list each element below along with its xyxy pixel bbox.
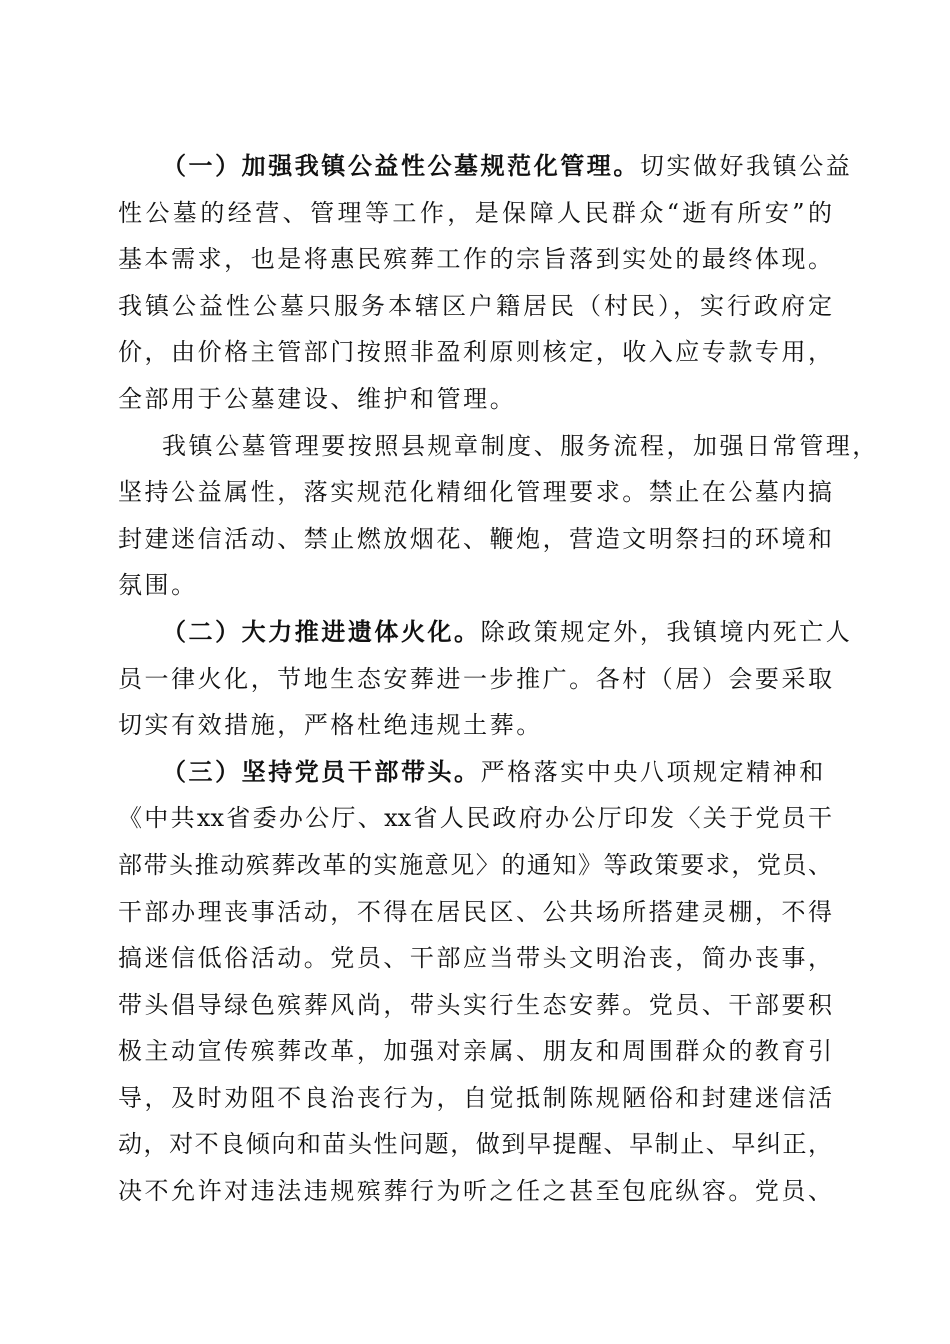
- paragraph-public-cemetery-management: [118, 143, 853, 423]
- paragraph-line: 动，对不良倾向和苗头性问题，做到早提醒、早制止、早纠正，: [118, 1130, 832, 1159]
- paragraph-line: 价，由价格主管部门按照非盈利原则核定，收入应专款专用，: [118, 338, 832, 367]
- paragraph-text: 切实做好我镇公益: [639, 152, 853, 180]
- paragraph-line: 我镇公益性公墓只服务本辖区户籍居民（村民），实行政府定: [118, 291, 832, 320]
- section-heading: （一）加强我镇公益性公墓规范化管理。: [162, 151, 640, 180]
- section-heading: （二）大力推进遗体火化。: [162, 616, 481, 646]
- paragraph-line: 带头倡导绿色殡葬风尚，带头实行生态安葬。党员、干部要积: [118, 990, 832, 1019]
- paragraph-cremation: [118, 609, 853, 749]
- paragraph-line: 极主动宣传殡葬改革，加强对亲属、朋友和周围群众的教育引: [118, 1037, 832, 1066]
- paragraph-line: 基本需求，也是将惠民殡葬工作的宗旨落到实处的最终体现。: [118, 245, 832, 274]
- paragraph-line: 全部用于公墓建设、维护和管理。: [118, 384, 517, 413]
- paragraph-party-cadres-lead: [118, 749, 832, 1215]
- paragraph-line: 部带头推动殡葬改革的实施意见〉的通知》等政策要求，党员、: [118, 850, 832, 879]
- paragraph-line: 氛围。: [118, 571, 198, 600]
- paragraph-line: 搞迷信低俗活动。党员、干部应当带头文明治丧，简办丧事，: [118, 944, 832, 973]
- paragraph-line: 我镇公墓管理要按照县规章制度、服务流程，加强日常管理，: [162, 431, 879, 460]
- paragraph-line: [118, 749, 832, 796]
- paragraph-line: 《中共xx省委办公厅、xx省人民政府办公厅印发〈关于党员干: [118, 804, 832, 833]
- paragraph-cemetery-rules: [118, 423, 879, 609]
- paragraph-line: 导，及时劝阻不良治丧行为，自觉抵制陈规陋俗和封建迷信活: [118, 1083, 832, 1112]
- paragraph-line: 员一律火化，节地生态安葬进一步推广。各村（居）会要采取: [118, 664, 832, 693]
- paragraph-line: 封建迷信活动、禁止燃放烟花、鞭炮，营造文明祭扫的环境和: [118, 524, 832, 553]
- paragraph-line: 坚持公益属性，落实规范化精细化管理要求。禁止在公墓内搞: [118, 478, 832, 507]
- paragraph-text: 严格落实中央八项规定精神和: [480, 757, 826, 786]
- paragraph-line: [118, 143, 853, 190]
- paragraph-line: [118, 609, 853, 656]
- paragraph-text: 除政策规定外，我镇境内死亡人: [480, 617, 853, 646]
- section-heading: （三）坚持党员干部带头。: [162, 756, 481, 786]
- paragraph-line: 决不允许对违法违规殡葬行为听之任之甚至包庇纵容。党员、: [118, 1177, 832, 1206]
- paragraph-line: 干部办理丧事活动，不得在居民区、公共场所搭建灵棚，不得: [118, 897, 832, 926]
- paragraph-line: 性公墓的经营、管理等工作，是保障人民群众“逝有所安”的: [118, 198, 832, 227]
- paragraph-line: 切实有效措施，严格杜绝违规土葬。: [118, 711, 543, 740]
- document-page: [118, 143, 879, 1215]
